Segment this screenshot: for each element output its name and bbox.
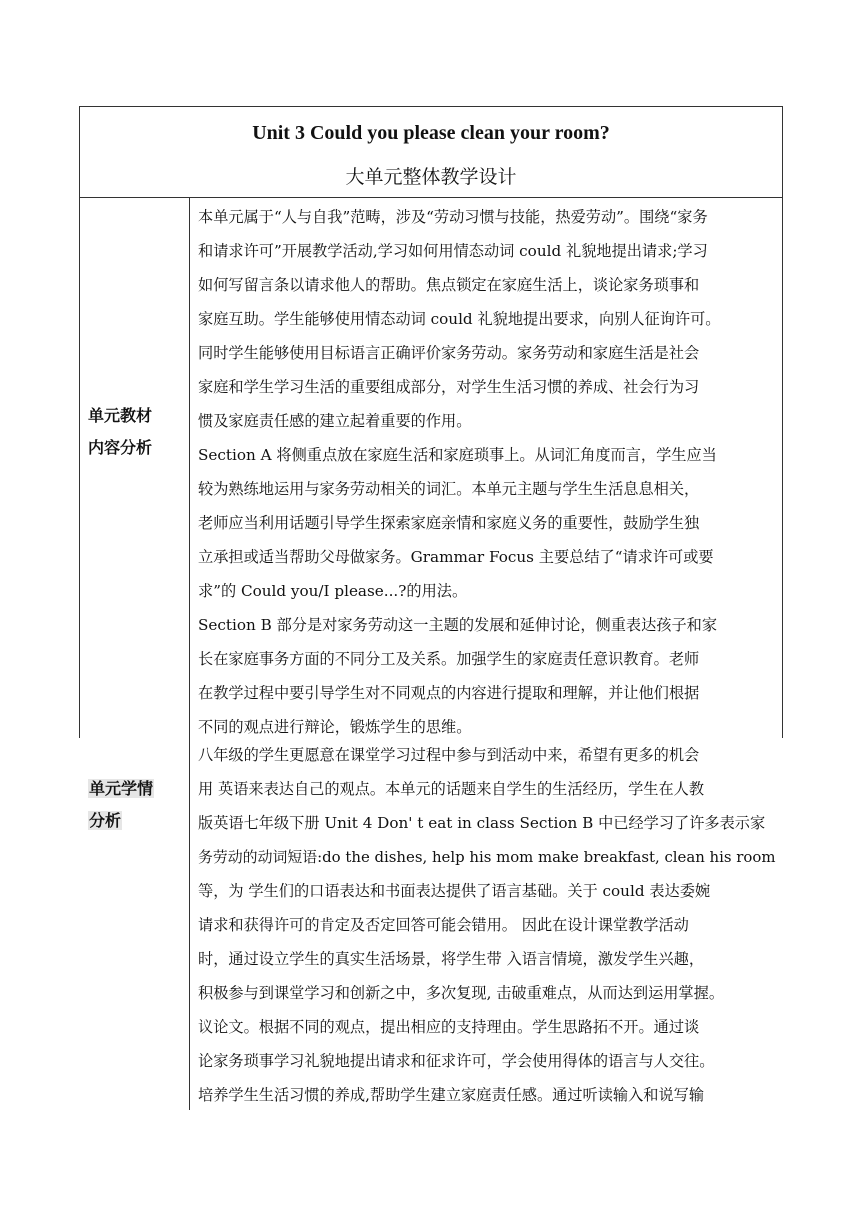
text-line: Section B 部分是对家务劳动这一主题的发展和延伸讨论，侧重表达孩子和家 xyxy=(198,616,718,634)
text-line: 老师应当利用话题引导学生探索家庭亲情和家庭义务的重要性，鼓励学生独 xyxy=(198,514,700,532)
label-line: 分析 xyxy=(89,811,122,830)
label-line: 单元教材 xyxy=(88,406,153,425)
text-line: Section A 将侧重点放在家庭生活和家庭琐事上。从词汇角度而言，学生应当 xyxy=(198,446,717,464)
text-line: 家庭互助。学生能够使用情态动词 could 礼貌地提出要求，向别人征询许可。 xyxy=(198,310,721,328)
text-line: 家庭和学生学习生活的重要组成部分，对学生生活习惯的养成、社会行为习 xyxy=(198,378,700,396)
text-line: 如何写留言条以请求他人的帮助。焦点锁定在家庭生活上，谈论家务琐事和 xyxy=(198,276,700,294)
label-line: 内容分析 xyxy=(88,438,153,457)
text-line: 立承担或适当帮助父母做家务。Grammar Focus 主要总结了“请求许可或要 xyxy=(198,548,714,566)
text-line: 本单元属于“人与自我”范畴，涉及“劳动习惯与技能，热爱劳动”。围绕“家务 xyxy=(198,208,708,226)
text-line: 等，为 学生们的口语表达和书面表达提供了语言基础。关于 could 表达委婉 xyxy=(198,882,711,900)
content-analysis-label xyxy=(88,400,184,464)
text-line: 求”的 Could you/I please...?的用法。 xyxy=(198,582,468,600)
text-line: 八年级的学生更愿意在课堂学习过程中参与到活动中来，希望有更多的机会 xyxy=(198,746,700,764)
text-line: 培养学生生活习惯的养成,帮助学生建立家庭责任感。通过听读输入和说写输 xyxy=(198,1086,705,1104)
text-line: 同时学生能够使用目标语言正确评价家务劳动。家务劳动和家庭生活是社会 xyxy=(198,344,700,362)
text-line: 惯及家庭责任感的建立起着重要的作用。 xyxy=(198,412,472,430)
text-line: 和请求许可”开展教学活动,学习如何用情态动词 could 礼貌地提出请求;学习 xyxy=(198,242,708,260)
text-line: 用 英语来表达自己的观点。本单元的话题来自学生的生活经历，学生在人教 xyxy=(198,780,705,798)
text-line: 时，通过设立学生的真实生活场景，将学生带 入语言情境，激发学生兴趣， xyxy=(198,950,705,968)
column-divider xyxy=(189,738,190,1110)
title-cell xyxy=(79,106,783,198)
unit-title: Unit 3 Could you please clean your room? xyxy=(252,122,610,144)
text-line: 论家务琐事学习礼貌地提出请求和征求许可，学会使用得体的语言与人交往。 xyxy=(198,1052,715,1070)
text-line: 积极参与到课堂学习和创新之中，多次复现, 击破重难点，从而达到运用掌握。 xyxy=(198,984,725,1002)
text-line: 不同的观点进行辩论，锻炼学生的思维。 xyxy=(198,718,472,736)
text-line: 长在家庭事务方面的不同分工及关系。加强学生的家庭责任意识教育。老师 xyxy=(198,650,700,668)
learner-analysis-text xyxy=(198,738,778,1112)
label-line: 单元学情 xyxy=(89,779,154,798)
content-analysis-text xyxy=(198,200,778,744)
text-line: 较为熟练地运用与家务劳动相关的词汇。本单元主题与学生生活息息相关， xyxy=(198,480,700,498)
text-line: 议论文。根据不同的观点，提出相应的支持理由。学生思路拓不开。通过谈 xyxy=(198,1018,700,1036)
design-subtitle: 大单元整体教学设计 xyxy=(345,166,517,188)
text-line: 务劳动的动词短语:do the dishes, help his mom make breakfast, clean his room xyxy=(198,848,776,866)
text-line: 请求和获得许可的肯定及否定回答可能会错用。 因此在设计课堂教学活动 xyxy=(198,916,689,934)
text-line: 在教学过程中要引导学生对不同观点的内容进行提取和理解，并让他们根据 xyxy=(198,684,700,702)
text-line: 版英语七年级下册 Unit 4 Don' t eat in class Section B 中已经学习了许多表示家 xyxy=(198,814,766,832)
column-divider xyxy=(189,197,190,738)
learner-analysis-label xyxy=(88,773,168,837)
